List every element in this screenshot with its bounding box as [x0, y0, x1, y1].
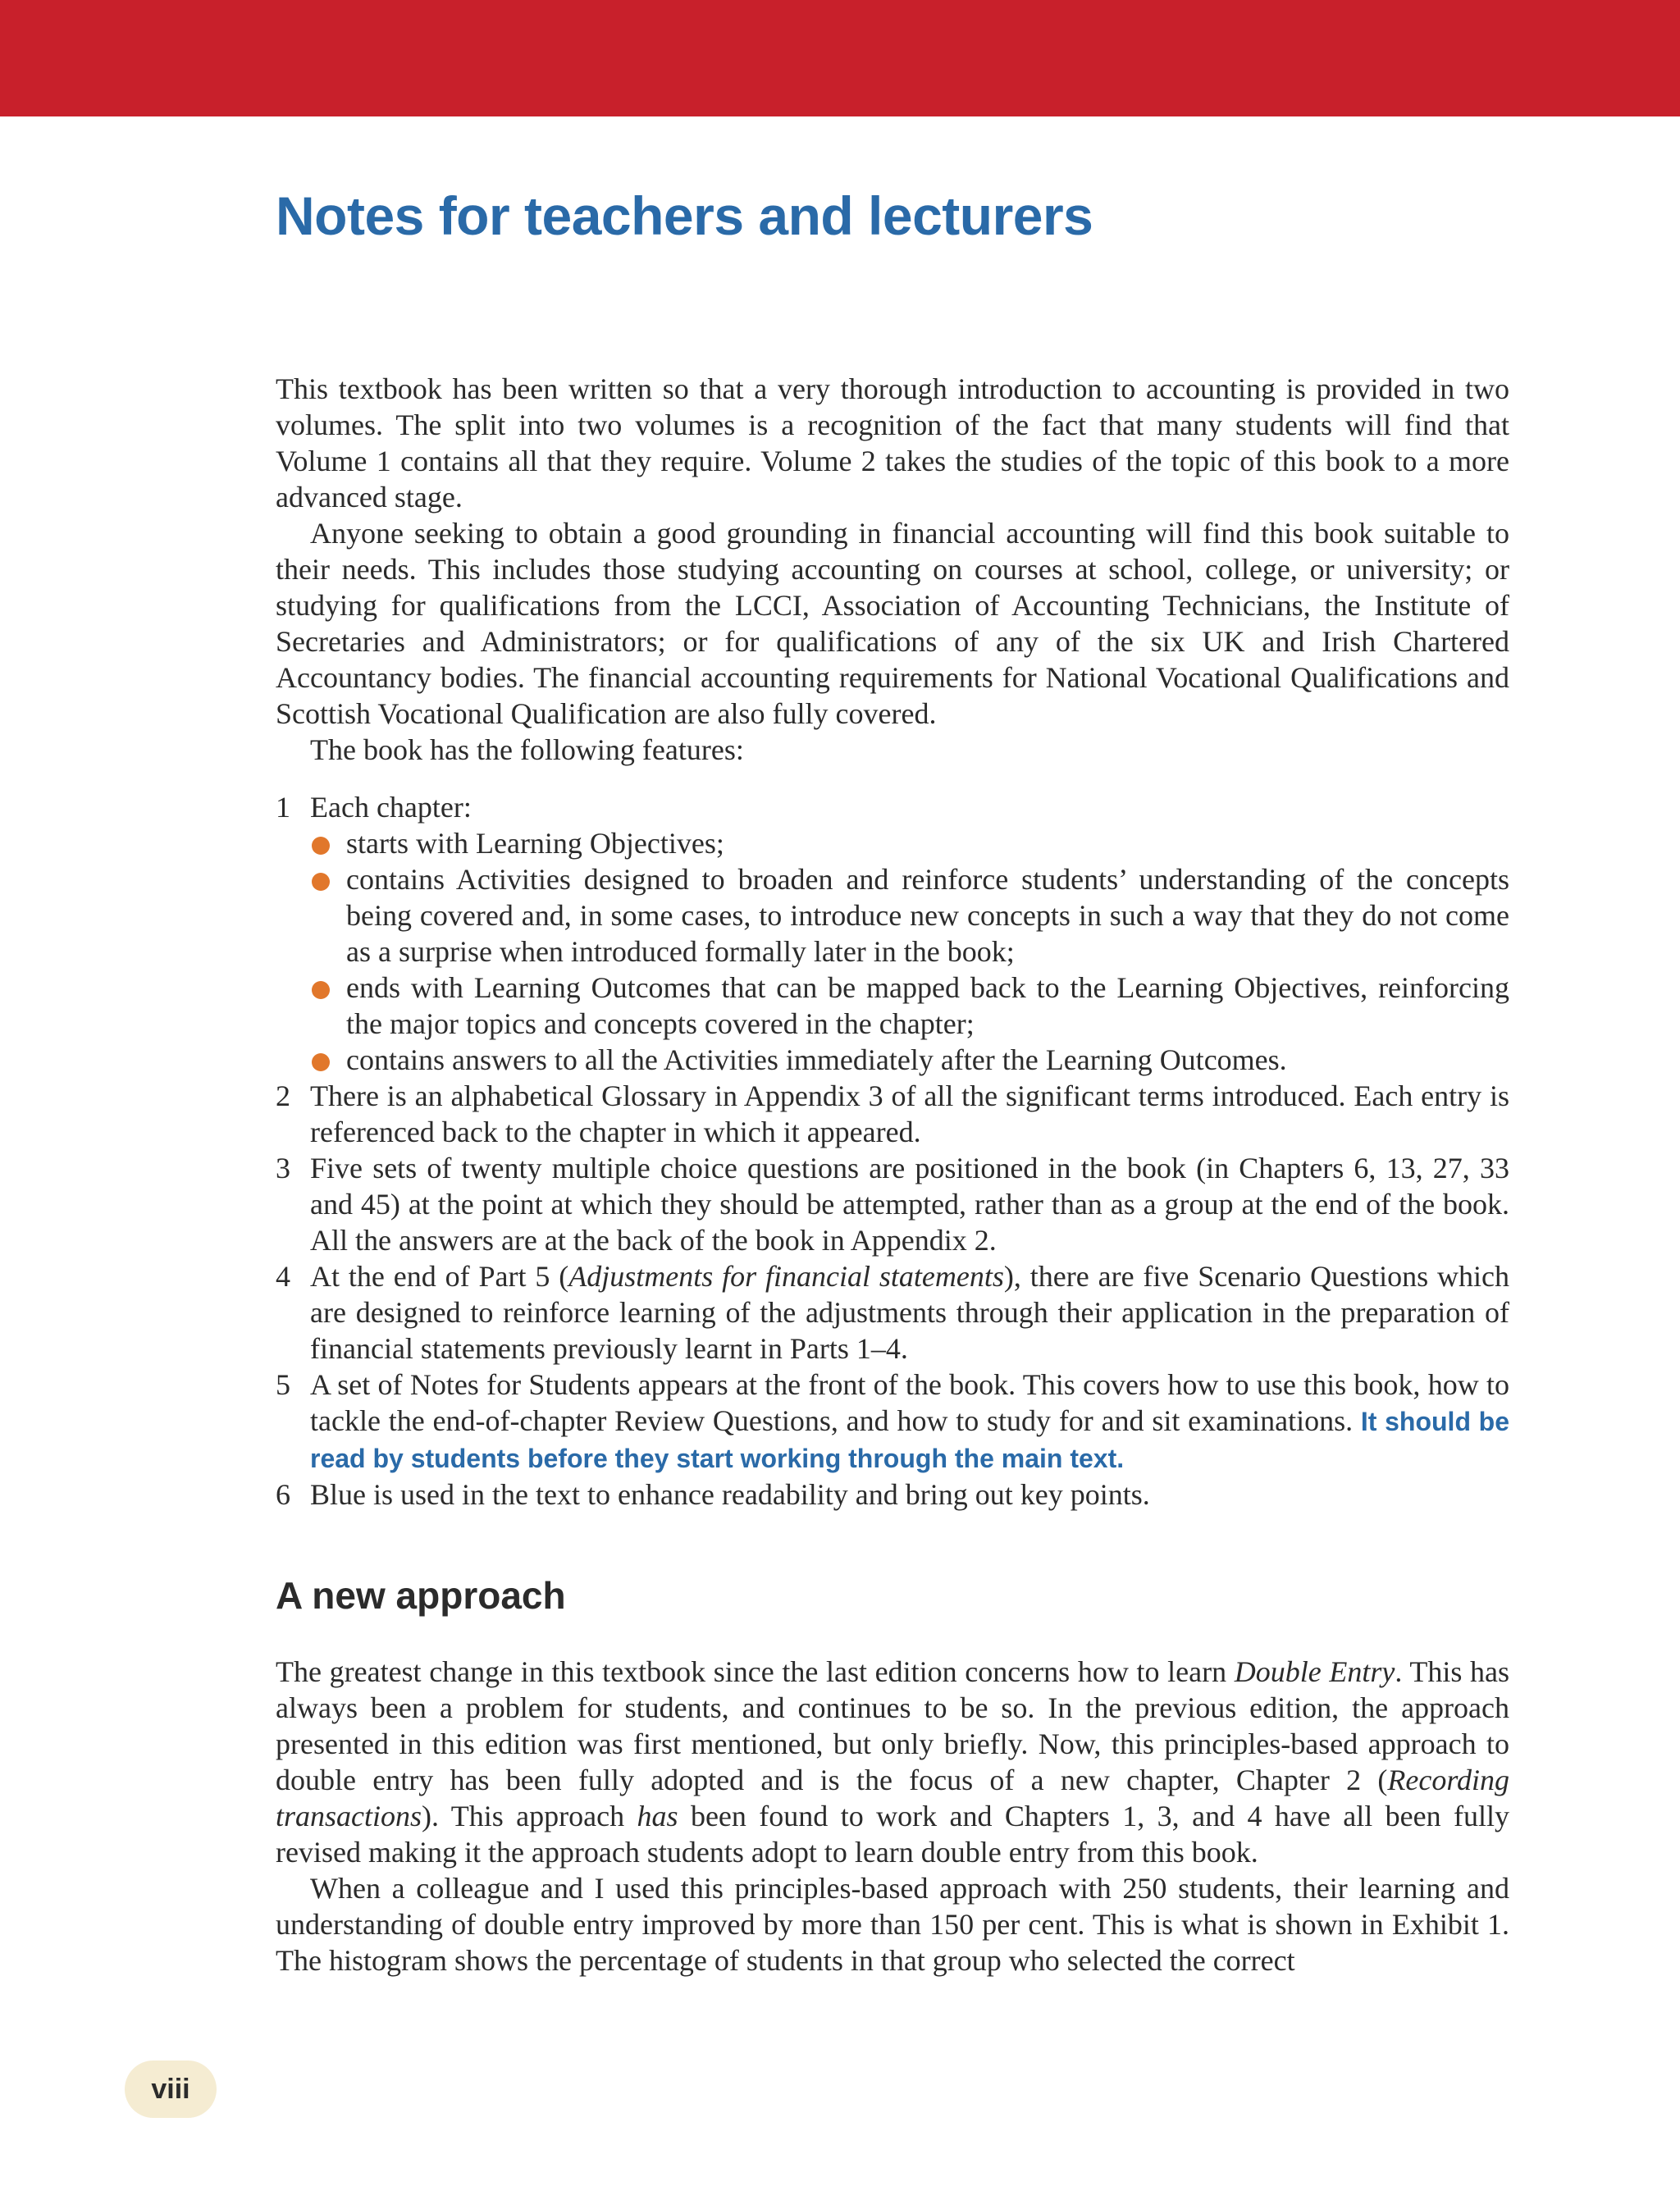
feature-number: 3: [276, 1152, 290, 1184]
new-approach-section: [276, 1654, 1509, 1978]
intro-paragraph-2: Anyone seeking to obtain a good grounding in financial accounting will find this book suitable to their needs. This includes those studying accounting on courses at school, college, or university; or studying for qualifications from the LCCI, Association of Accounting Technicians, the Institute of Secretaries and Administrators; or for qualifications of any of the six UK and Irish Chartered Accountancy bodies. The financial accounting requirements for National Vocational Qualifications and Scottish Vocational Qualification are also fully covered.: [276, 517, 1509, 730]
bullet-item: contains answers to all the Activities immediately after the Learning Outcomes.: [310, 1042, 1509, 1078]
intro-paragraph-3: The book has the following features:: [310, 733, 744, 766]
feature-item-2: [276, 1078, 1509, 1150]
feature-number: 4: [276, 1260, 290, 1293]
chapter-bullet-list: [310, 825, 1509, 1078]
features-list: [276, 789, 1509, 1513]
feature-text-after: ), there are five Scenario Questions which are designed to reinforce learning of the adjustments through their application in the preparation of financial statements previously learnt in Parts 1–4.: [310, 1260, 1509, 1365]
bullet-item: ends with Learning Outcomes that can be mapped back to the Learning Objectives, reinforcing the major topics and concepts covered in the chapter;: [310, 970, 1509, 1042]
top-color-band: [0, 0, 1680, 116]
feature-item-3: [276, 1150, 1509, 1258]
new-approach-paragraph-1: The greatest change in this textbook since the last edition concerns how to learn Double Entry. This has always been a problem for students, and continues to be so. In the previous edition, the approach presented in this edition was first mentioned, but only briefly. Now, this principles-based approach to double entry has been fully adopted and is the focus of a new chapter, Chapter 2 (Recording transactions). This approach has been found to work and Chapters 1, 3, and 4 have all been fully revised making it the approach students adopt to learn double entry from this book.: [276, 1655, 1510, 1869]
bullet-item: contains Activities designed to broaden and reinforce students’ understanding of the concepts being covered and, in some cases, to introduce new concepts in such a way that they do not come as a surprise when introduced formally later in the book;: [310, 861, 1509, 970]
feature-number: 1: [276, 791, 290, 824]
feature-number: 5: [276, 1368, 290, 1401]
bullet-dot-icon: [312, 873, 330, 891]
key-point-highlight: It should be read by students before they start working through the main text.: [310, 1407, 1510, 1473]
feature-italic-title: Adjustments for financial statements: [568, 1260, 1004, 1293]
feature-item-5: [276, 1367, 1509, 1476]
features-list-section: [276, 789, 1509, 1513]
page-title: Notes for teachers and lecturers: [276, 185, 1093, 246]
intro-section: [276, 371, 1509, 768]
feature-text: Blue is used in the text to enhance readability and bring out key points.: [310, 1478, 1150, 1511]
feature-item-4: [276, 1258, 1509, 1367]
section-heading-new-approach: A new approach: [276, 1574, 566, 1617]
feature-number: 6: [276, 1478, 290, 1511]
bullet-dot-icon: [312, 981, 330, 999]
feature-item-1: [276, 789, 1509, 1078]
feature-text: A set of Notes for Students appears at the front of the book. This covers how to use this book, how to tackle the end-of-chapter Review Questions, and how to study for and sit examinations.: [310, 1368, 1509, 1437]
feature-item-6: [276, 1476, 1509, 1513]
bullet-dot-icon: [312, 837, 330, 855]
bullet-item: starts with Learning Objectives;: [310, 825, 1509, 861]
new-approach-paragraph-2: When a colleague and I used this principles-based approach with 250 students, their learning and understanding of double entry improved by more than 150 per cent. This is what is shown in Exhibit 1. The histogram shows the percentage of students in that group who selected the correct: [276, 1872, 1509, 1977]
feature-lead: Each chapter:: [310, 791, 472, 824]
feature-text: There is an alphabetical Glossary in Appendix 3 of all the significant terms introduced. Each entry is referenced back to the chapter in which it appeared.: [310, 1079, 1509, 1148]
feature-text: Five sets of twenty multiple choice questions are positioned in the book (in Chapters 6, 13, 27, 33 and 45) at the point at which they should be attempted, rather than as a group at the end of the book. All the answers are at the back of the book in Appendix 2.: [310, 1152, 1509, 1257]
intro-paragraph-1: This textbook has been written so that a very thorough introduction to accounting is provided in two volumes. The split into two volumes is a recognition of the fact that many students will find that Volume 1 contains all that they require. Volume 2 takes the studies of the topic of this book to a more advanced stage.: [276, 372, 1509, 513]
bullet-dot-icon: [312, 1053, 330, 1071]
feature-text-before: At the end of Part 5 (: [310, 1260, 569, 1293]
page-number-tab: viii: [125, 2060, 217, 2118]
feature-number: 2: [276, 1079, 290, 1112]
